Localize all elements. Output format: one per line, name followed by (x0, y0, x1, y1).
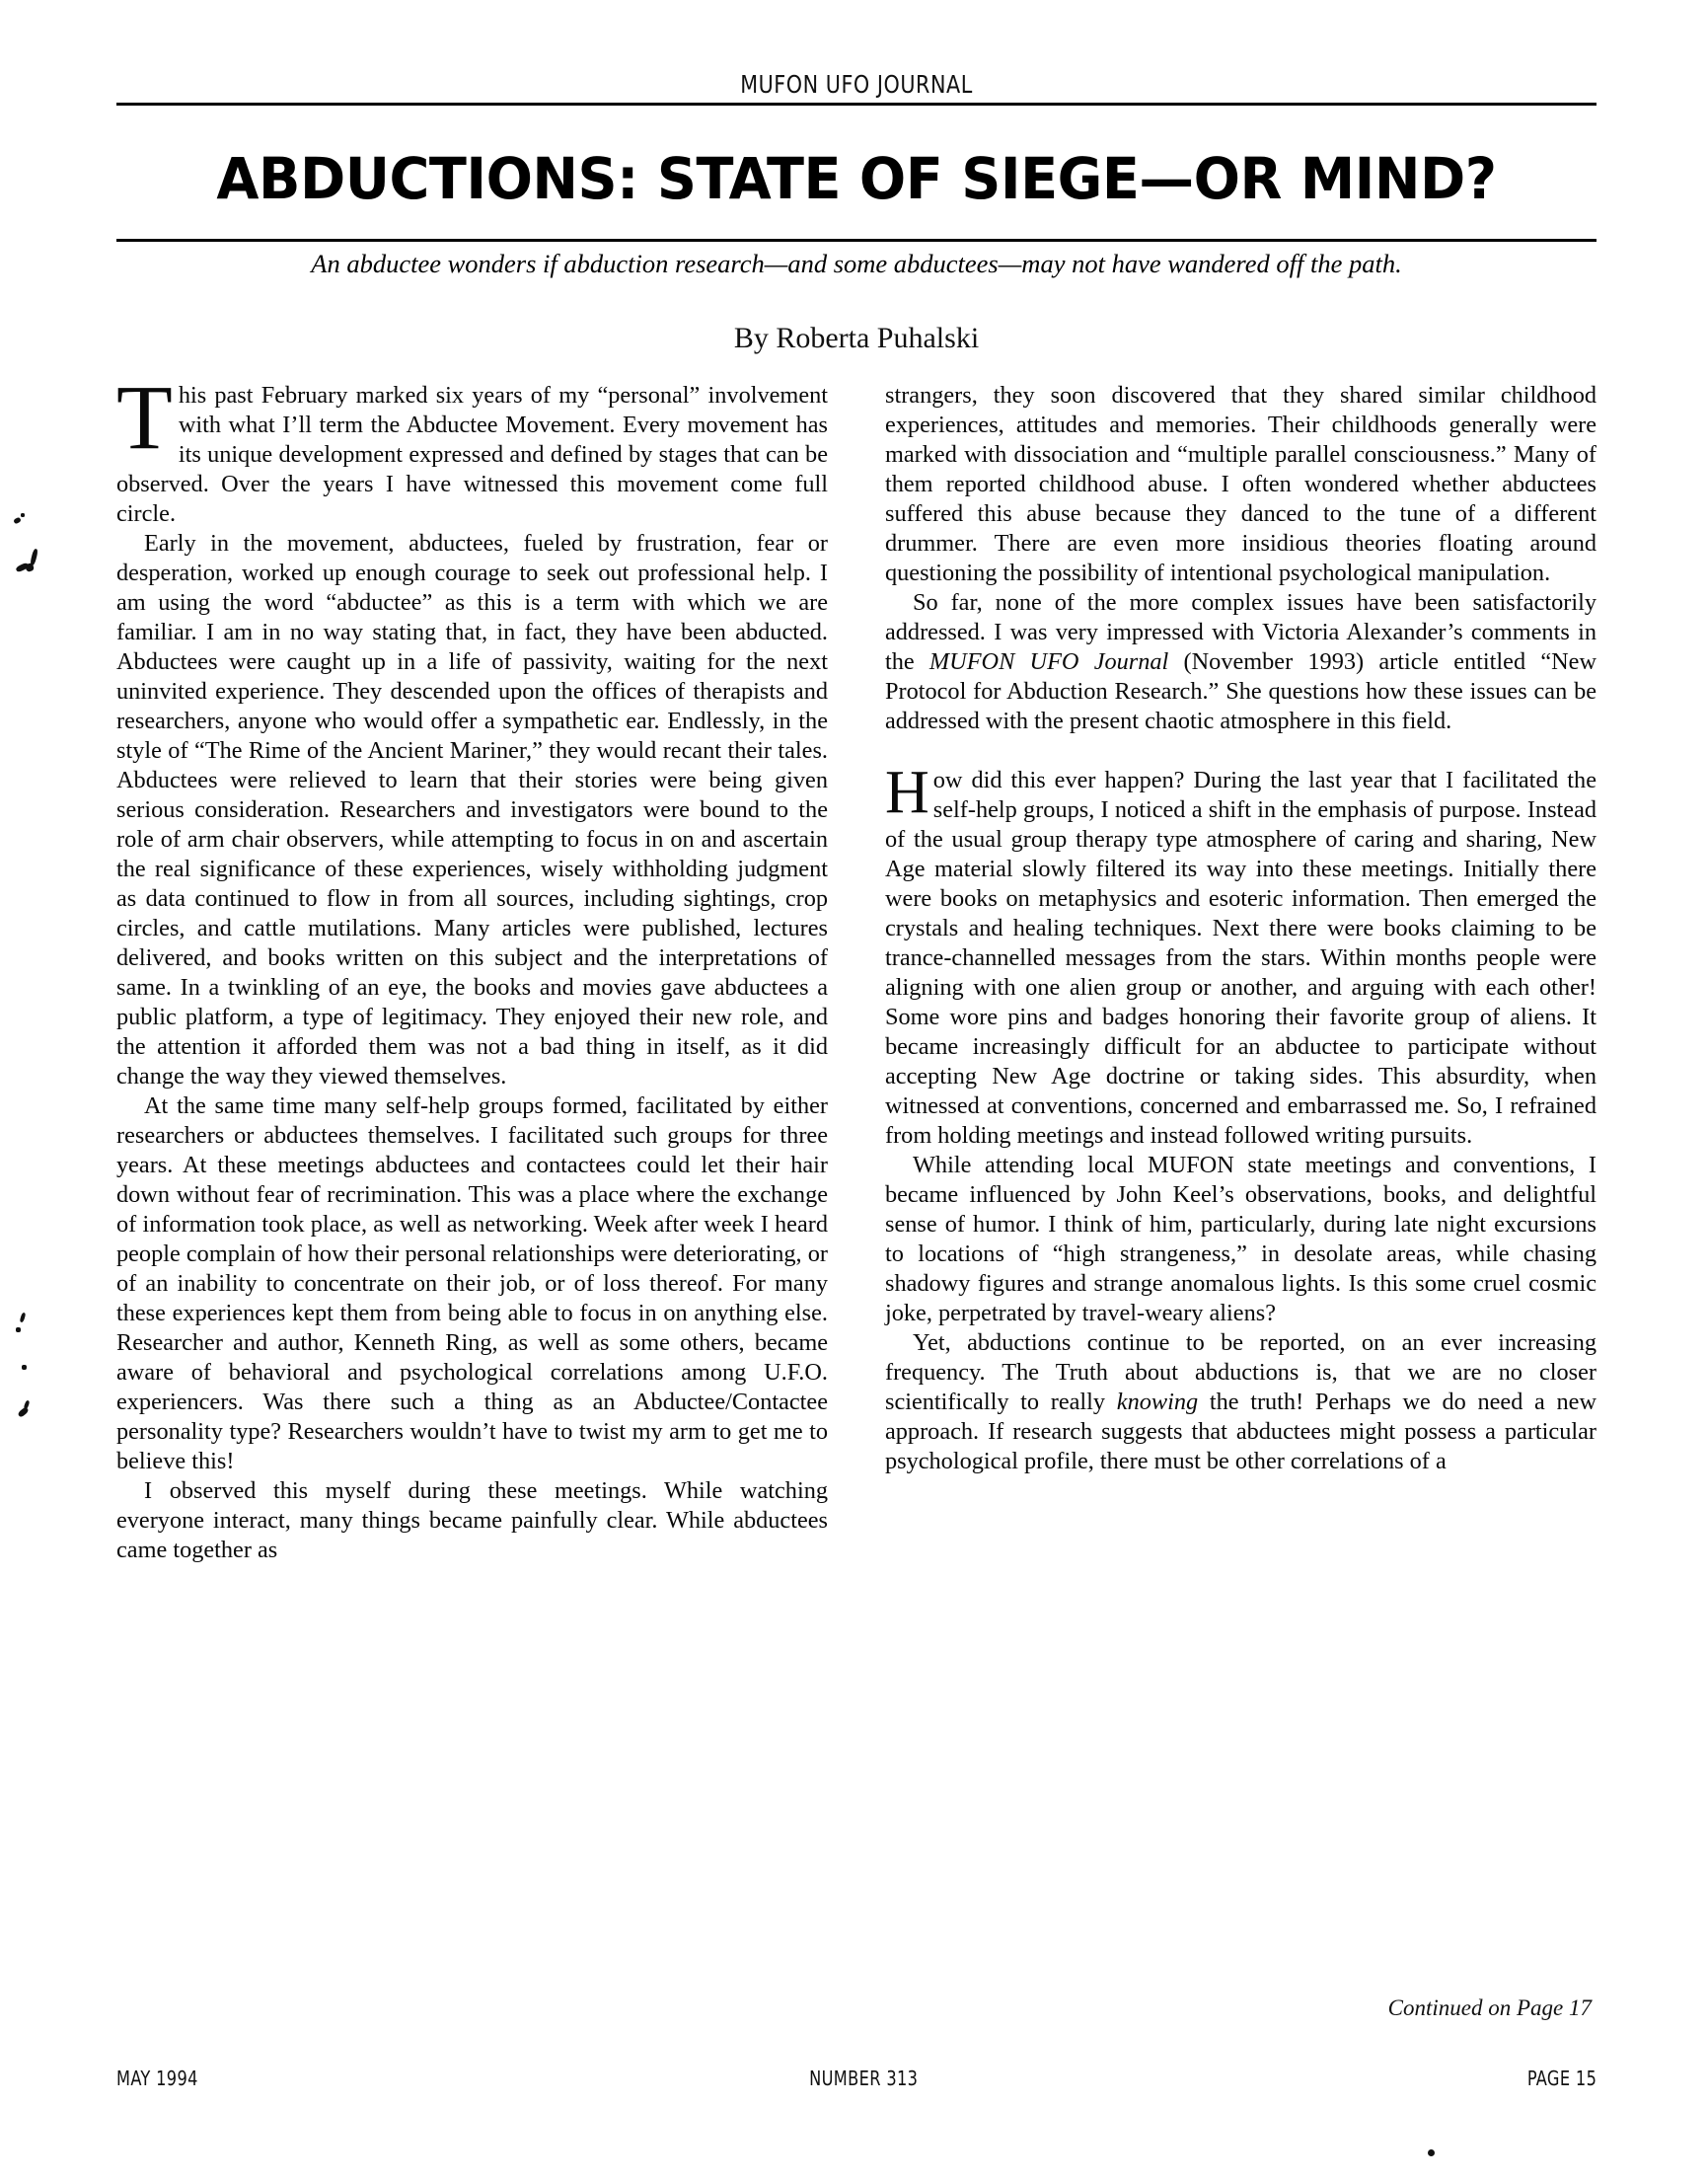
scan-speckle (1428, 2149, 1435, 2156)
paragraph-tail-text: (November 1993) article entitled “New Protocol for Abduction Research.” She questions how these issues can be addressed with the present chaotic atmosphere in this field. (885, 648, 1597, 734)
footer-page-number: PAGE 15 (1526, 2067, 1597, 2090)
emphasis-word: knowing (1116, 1389, 1199, 1415)
scan-speckle (16, 1327, 21, 1332)
journal-title-italic: MUFON UFO Journal (928, 648, 1169, 675)
masthead (116, 71, 1597, 99)
scan-speckle (21, 513, 25, 517)
scan-speckle (22, 1365, 27, 1370)
scan-speckle (20, 1313, 27, 1323)
footer-issue-date: MAY 1994 (116, 2067, 198, 2090)
scan-speckle (13, 517, 22, 525)
paragraph: How did this ever happen? During the last year that I facilitated the self-help groups, I noticed a shift in the emphasis of purpose. Instead of the usual group therapy type atmosphere of caring and sharing, New Age material slowly filtered its way into these meetings. Initially there were books on metaphysics and esoteric information. Then emerged the crystals and healing techniques. Next there were books claiming to be trance-channelled messages from the stars. Within months people were aligning with one alien group or another, and arguing with each other! Some wore pins and badges honoring their favorite group of aliens. It became increasingly difficult for an abductee to participate without accepting New Age doctrine or taking sides. This absurdity, when witnessed at conventions, concerned and embarrassed me. So, I refrained from holding meetings and instead followed writing pursuits. (885, 759, 1597, 1149)
article-byline: By Roberta Puhalski (733, 322, 980, 354)
article-body (116, 367, 1597, 2029)
paragraph: I observed this myself during these meetings. While watching everyone interact, many things became painfully clear. While abductees came together as (116, 1477, 828, 1563)
footer-issue-number: NUMBER 313 (808, 2067, 918, 2090)
header-rule-bottom (116, 239, 1597, 242)
paragraph-lead-text: Yet, abductions continue to be reported, on an ever increasing frequency. The Truth about abductions is, that we are no closer scientifically to really (885, 1329, 1597, 1415)
paragraph: strangers, they soon discovered that they shared similar childhood experiences, attitudes and memories. Their childhoods generally were marked with dissociation and “multiple parallel consciousness.” Many of them reported childhood abuse. I often wondered whether abductees suffered this abuse because they danced to the tune of a different drummer. There are even more insidious theories floating around questioning the possibility of intentional psychological manipulation. (885, 382, 1597, 586)
column-right (885, 381, 1597, 2029)
article-headline: ABDUCTIONS: STATE OF SIEGE—OR MIND? (216, 144, 1497, 212)
paragraph: This past February marked six years of my “personal” involvement with what I’ll term the Abductee Movement. Every movement has its unique development expressed and defined by stages that can be observed. Over the years I have witnessed this movement come full circle. (116, 367, 828, 527)
journal-name: MUFON UFO JOURNAL (740, 70, 973, 99)
continued-note: Continued on Page 17 (1387, 1995, 1592, 2020)
paragraph-with-italic-emphasis (885, 1328, 1597, 1476)
paragraph-spacer (885, 736, 1597, 766)
paragraph-lead-text: So far, none of the more complex issues have been satisfactorily addressed. I was very impressed with Victoria Alexander’s comments in the (885, 589, 1597, 675)
paragraph: At the same time many self-help groups formed, facilitated by either researchers or abductees themselves. I facilitated such groups for three years. At these meetings abductees and contactees could let their hair down without fear of recrimination. This was a place where the exchange of information took place, as well as networking. Week after week I heard people complain of how their personal relationships were deteriorating, or of an inability to concentrate on their job, or of loss thereof. For many these experiences kept them from being able to focus in on anything else. Researcher and author, Kenneth Ring, as well as some others, became aware of behavioral and psychological correlations among U.F.O. experiencers. Was there such a thing as an Abductee/Contactee personality type? Researchers wouldn’t have to twist my arm to get me to believe this! (116, 1092, 828, 1474)
paragraph-with-italic-title (885, 588, 1597, 736)
scan-speckle (24, 1400, 31, 1410)
column-left (116, 367, 828, 2029)
article-deck: An abductee wonders if abduction research—and some abductees—may not have wandered off the path. (311, 249, 1402, 278)
paragraph-tail-text: the truth! Perhaps we do need a new approach. If research suggests that abductees might possess a particular psychological profile, there must be other correlations of a (885, 1389, 1597, 1474)
header-rule-top (116, 103, 1597, 106)
page-footer (116, 2067, 1597, 2090)
paragraph: Early in the movement, abductees, fueled by frustration, fear or desperation, worked up enough courage to seek out professional help. I am using the word “abductee” as this is a term with which we are familiar. I am in no way stating that, in fact, they have been abducted. Abductees were caught up in a life of passivity, waiting for the next uninvited experience. They descended upon the offices of therapists and researchers, anyone who would offer a sympathetic ear. Endlessly, in the style of “The Rime of the Ancient Mariner,” they would recant their tales. Abductees were relieved to learn that their stories were being given serious consideration. Researchers and investigators were bound to the role of arm chair observers, while attempting to focus in on and ascertain the real significance of these experiences, wisely withholding judgment as data continued to flow in from all sources, including sightings, crop circles, and cattle mutilations. Many articles were published, lectures delivered, and books written on this subject and the interpretations of same. In a twinkling of an eye, the books and movies gave abductees a public platform, a type of legitimacy. They enjoyed their new role, and the attention it afforded them was not a bad thing in itself, as it did change the way they viewed themselves. (116, 530, 828, 1090)
paragraph: While attending local MUFON state meetings and conventions, I became influenced by John Keel’s observations, books, and delightful sense of humor. I think of him, particularly, during late night excursions to locations of “high strangeness,” in desolate areas, while chasing shadowy figures and strange anomalous lights. Is this some cruel cosmic joke, perpetrated by travel-weary aliens? (885, 1152, 1597, 1326)
